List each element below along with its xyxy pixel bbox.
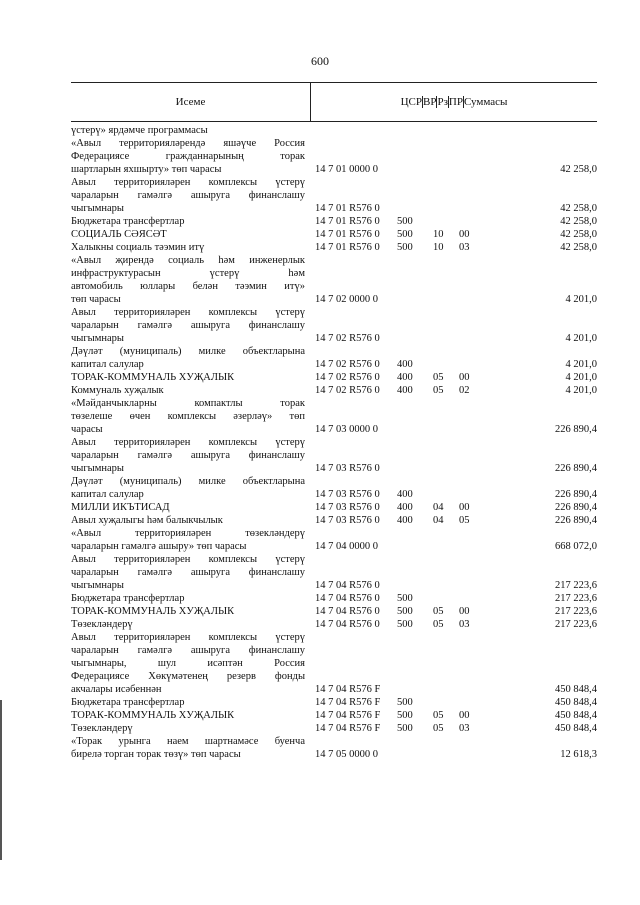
- row-sum: 217 223,6: [555, 606, 597, 617]
- row-name: [71, 124, 311, 137]
- row-name: [71, 605, 311, 618]
- table-row: [71, 501, 597, 514]
- table-row: [71, 345, 597, 371]
- row-name-line: «Торак урынга наем шартнамәсе буенча: [71, 736, 305, 747]
- table-row: [71, 527, 597, 553]
- row-name: [71, 137, 311, 176]
- row-csr: 14 7 03 R576 0: [315, 515, 380, 526]
- row-csr: 14 7 01 R576 0: [315, 229, 380, 240]
- row-vr: 500: [397, 606, 413, 617]
- row-sum: 217 223,6: [555, 580, 597, 591]
- row-sum: 42 258,0: [560, 164, 597, 175]
- row-pr: 05: [459, 515, 470, 526]
- row-name-line: «Авыл территорияләрен төзекләндерү: [71, 528, 305, 539]
- row-name-line: автомобиль юллары белән тәэмин итү»: [71, 281, 305, 292]
- row-pr: 03: [459, 619, 470, 630]
- row-name-line: чыгымнары: [71, 580, 124, 591]
- row-sum: 226 890,4: [555, 489, 597, 500]
- row-name-line: Төзекләндерү: [71, 723, 133, 734]
- row-name-line: чараларын гамәлгә ашыруга финанслашу: [71, 567, 305, 578]
- row-name-line: Авыл хуҗалыгы һәм балыкчылык: [71, 515, 223, 526]
- table-row: [71, 709, 597, 722]
- row-name: [71, 215, 311, 228]
- row-pr: 03: [459, 242, 470, 253]
- row-name-line: чараларын гамәлгә ашыруга финанслашу: [71, 320, 305, 331]
- row-name-line: капитал салулар: [71, 359, 144, 370]
- header-name: Исеме: [71, 83, 311, 121]
- row-sum: 42 258,0: [560, 216, 597, 227]
- row-name-line: чыгымнары: [71, 203, 124, 214]
- row-name-line: МИЛЛИ ИКЪТИСАД: [71, 502, 170, 513]
- row-vr: 500: [397, 593, 413, 604]
- row-csr: 14 7 04 R576 F: [315, 710, 381, 721]
- row-name-line: чарасы: [71, 424, 103, 435]
- table-row: [71, 397, 597, 436]
- row-name-line: «Авыл җирендә социаль һәм инженерлык: [71, 255, 305, 266]
- row-name: [71, 514, 311, 527]
- row-sum: 226 890,4: [555, 515, 597, 526]
- row-pr: 00: [459, 372, 470, 383]
- header-pr: ПР: [448, 96, 463, 108]
- row-name-line: Авыл территорияләрен комплексы үстерү: [71, 437, 305, 448]
- row-name-line: Дәүләт (муниципаль) милке объектларына: [71, 346, 305, 357]
- table-row: [71, 553, 597, 592]
- row-pr: 02: [459, 385, 470, 396]
- row-csr: 14 7 01 R576 0: [315, 242, 380, 253]
- row-name-line: төп чарасы: [71, 294, 121, 305]
- row-sum: 450 848,4: [555, 684, 597, 695]
- row-csr: 14 7 04 R576 0: [315, 580, 380, 591]
- row-sum: 668 072,0: [555, 541, 597, 552]
- row-csr: 14 7 04 R576 0: [315, 619, 380, 630]
- row-vr: 400: [397, 385, 413, 396]
- row-vr: 500: [397, 216, 413, 227]
- row-csr: 14 7 04 R576 F: [315, 684, 381, 695]
- row-csr: 14 7 01 R576 0: [315, 203, 380, 214]
- row-csr: 14 7 05 0000 0: [315, 749, 378, 760]
- row-csr: 14 7 04 R576 0: [315, 593, 380, 604]
- row-rz: 05: [433, 606, 444, 617]
- row-csr: 14 7 02 R576 0: [315, 372, 380, 383]
- table-row: [71, 722, 597, 735]
- row-rz: 05: [433, 710, 444, 721]
- page-number: 600: [311, 54, 329, 68]
- row-name-line: «Мәйданчыкларны компактлы торак: [71, 398, 305, 409]
- row-name: [71, 501, 311, 514]
- row-name: [71, 475, 311, 501]
- row-sum: 4 201,0: [565, 385, 597, 396]
- row-csr: 14 7 03 R576 0: [315, 489, 380, 500]
- row-pr: 03: [459, 723, 470, 734]
- row-csr: 14 7 03 R576 0: [315, 463, 380, 474]
- row-csr: 14 7 03 0000 0: [315, 424, 378, 435]
- header-vr: ВР: [422, 96, 437, 108]
- row-vr: 400: [397, 372, 413, 383]
- table-row: [71, 124, 597, 137]
- row-rz: 05: [433, 723, 444, 734]
- row-name: [71, 696, 311, 709]
- row-name: [71, 436, 311, 475]
- table-row: [71, 215, 597, 228]
- row-name-line: шартларын яхшырту» төп чарасы: [71, 164, 222, 175]
- row-name: [71, 228, 311, 241]
- row-name-line: «Авыл территорияләрендә яшәүче Россия: [71, 138, 305, 149]
- row-name: [71, 735, 311, 761]
- table-row: [71, 306, 597, 345]
- row-sum: 4 201,0: [565, 372, 597, 383]
- row-vr: 500: [397, 242, 413, 253]
- row-vr: 500: [397, 619, 413, 630]
- row-csr: 14 7 04 0000 0: [315, 541, 378, 552]
- row-sum: 12 618,3: [560, 749, 597, 760]
- header-csr: ЦСР: [400, 96, 422, 108]
- row-vr: 500: [397, 710, 413, 721]
- row-name-line: чыгымнары: [71, 463, 124, 474]
- row-csr: 14 7 02 0000 0: [315, 294, 378, 305]
- row-sum: 42 258,0: [560, 229, 597, 240]
- table-row: [71, 436, 597, 475]
- row-name: [71, 618, 311, 631]
- row-name-line: Бюджетара трансфертлар: [71, 593, 185, 604]
- table-header: [71, 82, 597, 122]
- row-name-line: Бюджетара трансфертлар: [71, 216, 185, 227]
- row-name-line: инфраструктурасын үстерү һәм: [71, 268, 305, 279]
- header-rz: Рз: [437, 96, 448, 108]
- row-name-line: ТОРАК-КОММУНАЛЬ ХУҖАЛЫК: [71, 606, 235, 617]
- row-csr: 14 7 03 R576 0: [315, 502, 380, 513]
- table-row: [71, 735, 597, 761]
- row-name: [71, 592, 311, 605]
- row-vr: 500: [397, 723, 413, 734]
- row-name: [71, 553, 311, 592]
- row-sum: 226 890,4: [555, 463, 597, 474]
- row-name-line: Халыкны социаль тәэмин итү: [71, 242, 205, 253]
- row-csr: 14 7 01 0000 0: [315, 164, 378, 175]
- row-name: [71, 306, 311, 345]
- row-name-line: Авыл территорияләрен комплексы үстерү: [71, 632, 305, 643]
- row-sum: 226 890,4: [555, 502, 597, 513]
- row-vr: 400: [397, 359, 413, 370]
- row-name-line: ТОРАК-КОММУНАЛЬ ХУҖАЛЫК: [71, 710, 235, 721]
- row-sum: 450 848,4: [555, 710, 597, 721]
- row-vr: 500: [397, 229, 413, 240]
- row-name-line: Авыл территорияләрен комплексы үстерү: [71, 554, 305, 565]
- row-pr: 00: [459, 710, 470, 721]
- row-vr: 400: [397, 502, 413, 513]
- row-sum: 42 258,0: [560, 242, 597, 253]
- row-name: [71, 722, 311, 735]
- table-row: [71, 696, 597, 709]
- row-name-line: Коммуналь хуҗалык: [71, 385, 164, 396]
- row-name: [71, 397, 311, 436]
- row-sum: 226 890,4: [555, 424, 597, 435]
- row-sum: 217 223,6: [555, 593, 597, 604]
- row-name-line: Авыл территорияләрен комплексы үстерү: [71, 177, 305, 188]
- header-sum: Суммасы: [463, 96, 508, 108]
- table-row: [71, 176, 597, 215]
- row-name: [71, 345, 311, 371]
- row-name-line: акчалары исәбеннән: [71, 684, 162, 695]
- row-name: [71, 709, 311, 722]
- row-rz: 04: [433, 502, 444, 513]
- row-sum: 4 201,0: [565, 359, 597, 370]
- row-name: [71, 254, 311, 306]
- table-row: [71, 514, 597, 527]
- row-name: [71, 241, 311, 254]
- row-name: [71, 384, 311, 397]
- row-sum: 217 223,6: [555, 619, 597, 630]
- table-row: [71, 241, 597, 254]
- header-codes: [311, 83, 597, 121]
- row-csr: 14 7 02 R576 0: [315, 333, 380, 344]
- budget-table: [71, 82, 597, 761]
- row-csr: 14 7 02 R576 0: [315, 359, 380, 370]
- row-name-line: бирелә торган торак төзү» төп чарасы: [71, 749, 241, 760]
- row-name-line: капитал салулар: [71, 489, 144, 500]
- row-csr: 14 7 02 R576 0: [315, 385, 380, 396]
- row-sum: 42 258,0: [560, 203, 597, 214]
- row-name-line: чыгымнары: [71, 333, 124, 344]
- row-name-line: чараларын гамәлгә ашыруга финанслашу: [71, 450, 305, 461]
- table-body: [71, 124, 597, 761]
- row-name-line: ТОРАК-КОММУНАЛЬ ХУҖАЛЫК: [71, 372, 235, 383]
- row-vr: 400: [397, 515, 413, 526]
- scan-edge-mark: [0, 700, 2, 860]
- table-row: [71, 475, 597, 501]
- row-rz: 10: [433, 242, 444, 253]
- row-csr: 14 7 01 R576 0: [315, 216, 380, 227]
- row-sum: 4 201,0: [565, 294, 597, 305]
- row-name-line: төзелеше өчен комплексы әзерләү» төп: [71, 411, 305, 422]
- row-name: [71, 527, 311, 553]
- row-name-line: үстерү» ярдәмче программасы: [71, 125, 208, 136]
- row-name-line: Федерациясе Хөкүмәтенең резерв фонды: [71, 671, 305, 682]
- row-rz: 04: [433, 515, 444, 526]
- table-row: [71, 228, 597, 241]
- row-name: [71, 371, 311, 384]
- row-name-line: СОЦИАЛЬ СӘЯСӘТ: [71, 229, 167, 240]
- row-name-line: Авыл территорияләрен комплексы үстерү: [71, 307, 305, 318]
- row-sum: 450 848,4: [555, 723, 597, 734]
- row-rz: 05: [433, 619, 444, 630]
- row-name-line: Бюджетара трансфертлар: [71, 697, 185, 708]
- row-vr: 400: [397, 489, 413, 500]
- row-pr: 00: [459, 229, 470, 240]
- row-name-line: чараларын гамәлгә ашыруга финанслашу: [71, 190, 305, 201]
- row-name-line: чараларын гамәлгә ашыру» төп чарасы: [71, 541, 247, 552]
- table-row: [71, 592, 597, 605]
- table-row: [71, 618, 597, 631]
- table-row: [71, 137, 597, 176]
- row-name-line: Федерациясе гражданнарының торак: [71, 151, 305, 162]
- row-sum: 4 201,0: [565, 333, 597, 344]
- row-name: [71, 631, 311, 696]
- row-csr: 14 7 04 R576 F: [315, 723, 381, 734]
- row-pr: 00: [459, 502, 470, 513]
- row-pr: 00: [459, 606, 470, 617]
- row-name-line: Дәүләт (муниципаль) милке объектларына: [71, 476, 305, 487]
- row-rz: 05: [433, 372, 444, 383]
- row-csr: 14 7 04 R576 0: [315, 606, 380, 617]
- table-row: [71, 631, 597, 696]
- row-rz: 10: [433, 229, 444, 240]
- table-row: [71, 605, 597, 618]
- table-row: [71, 254, 597, 306]
- table-row: [71, 384, 597, 397]
- row-csr: 14 7 04 R576 F: [315, 697, 381, 708]
- row-vr: 500: [397, 697, 413, 708]
- row-sum: 450 848,4: [555, 697, 597, 708]
- row-name: [71, 176, 311, 215]
- row-name-line: чараларын гамәлгә ашыруга финанслашу: [71, 645, 305, 656]
- row-name-line: чыгымнары, шул исәптән Россия: [71, 658, 305, 669]
- table-row: [71, 371, 597, 384]
- row-rz: 05: [433, 385, 444, 396]
- row-name-line: Төзекләндерү: [71, 619, 133, 630]
